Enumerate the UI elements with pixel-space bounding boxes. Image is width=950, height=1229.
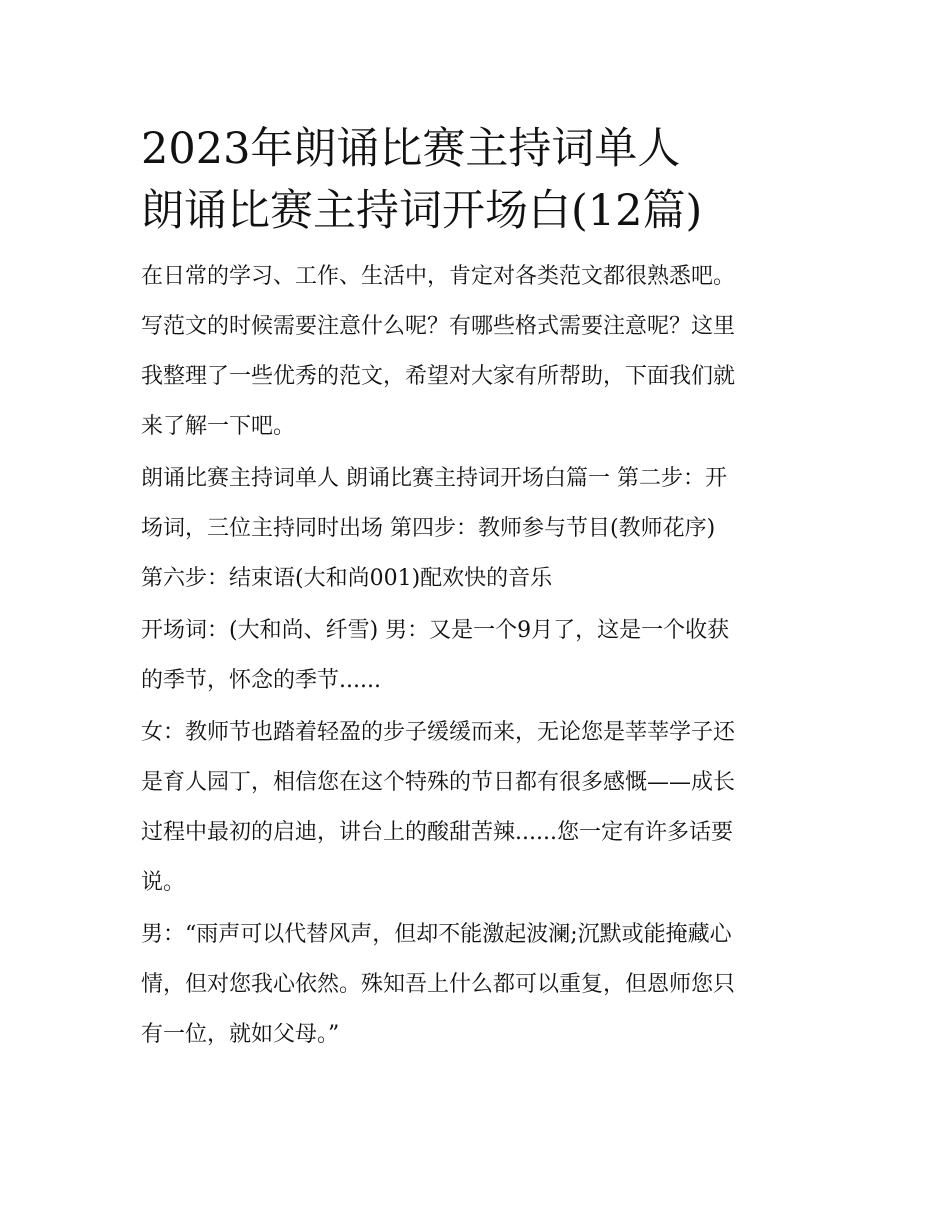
document-body [141,252,821,1060]
paragraph-female-host [141,708,821,908]
text-line: 朗诵比赛主持词单人 朗诵比赛主持词开场白篇一 第二步：开 [141,466,727,491]
text-line: 是育人园丁，相信您在这个特殊的节日都有很多感慨——成长 [141,770,736,795]
text-line: 女：教师节也踏着轻盈的步子缓缓而来，无论您是莘莘学子还 [141,720,736,745]
text-line: 男：“雨声可以代替风声，但却不能激起波澜;沉默或能掩藏心 [141,922,732,947]
text-line: 在日常的学习、工作、生活中，肯定对各类范文都很熟悉吧。 [141,264,736,289]
text-line: 过程中最初的启迪，讲台上的酸甜苦辣......您一定有许多话要 [141,820,733,845]
paragraph-steps [141,454,821,604]
title-line-2: 朗诵比赛主持词开场白(12篇) [141,186,703,236]
text-line: 场词，三位主持同时出场 第四步：教师参与节目(教师花序) [141,516,716,541]
paragraph-opening [141,606,821,706]
text-line: 我整理了一些优秀的范文，希望对大家有所帮助，下面我们就 [141,364,736,389]
paragraph-male-host [141,910,821,1060]
text-line: 来了解一下吧。 [141,414,296,439]
title-line-1: 2023年朗诵比赛主持词单人 [141,124,681,174]
text-line: 的季节，怀念的季节...... [141,668,381,693]
document-page [141,118,821,1060]
document-title [141,118,821,242]
text-line: 说。 [141,870,186,895]
text-line: 写范文的时候需要注意什么呢？有哪些格式需要注意呢？这里 [141,314,736,339]
text-line: 开场词：(大和尚、纤雪) 男：又是一个9月了，这是一个收获 [141,618,730,643]
text-line: 第六步：结束语(大和尚001)配欢快的音乐 [141,566,553,591]
paragraph-intro [141,252,821,452]
text-line: 有一位，就如父母。” [141,1022,340,1047]
text-line: 情，但对您我心依然。殊知吾上什么都可以重复，但恩师您只 [141,972,736,997]
